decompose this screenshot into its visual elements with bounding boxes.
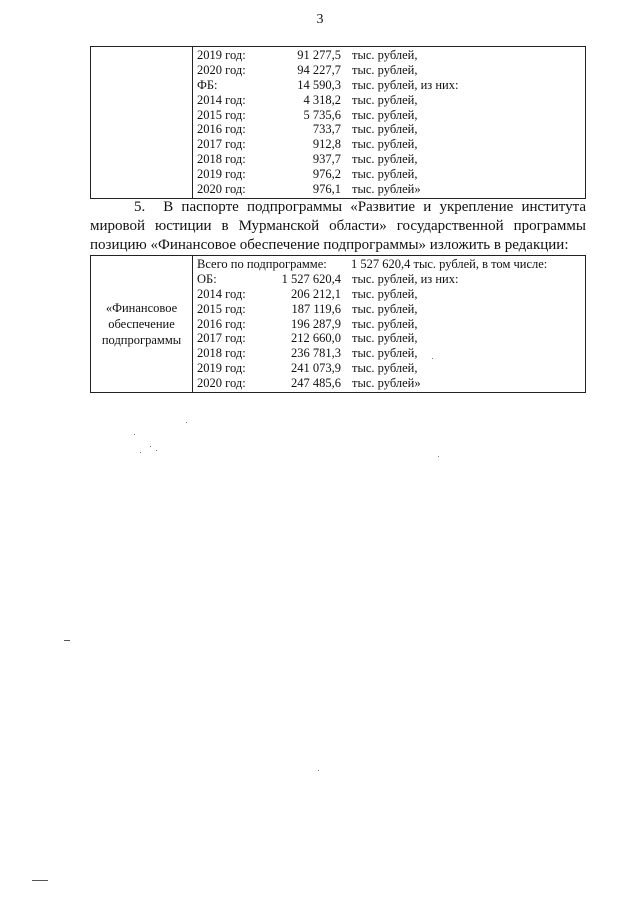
year-label: 2016 год: xyxy=(197,122,246,137)
year-label: ФБ: xyxy=(197,77,218,92)
financing-row xyxy=(197,63,585,78)
financing-label-cell: «Финансовое обеспечение подпрограммы xyxy=(91,256,193,393)
paragraph-text: В паспорте подпрограммы «Развитие и укрепление института мировой юстиции в Мурманской области» государственной программы позицию «Финансовое обеспечение подпрограммы» изложить в редакции: xyxy=(90,199,586,253)
financing-row xyxy=(197,152,585,167)
total-row xyxy=(197,257,585,272)
left-cell-empty xyxy=(91,47,193,199)
financing-row xyxy=(197,376,585,391)
amount-value: 236 781,3 xyxy=(291,346,341,361)
financing-row xyxy=(197,317,585,332)
year-label: 2016 год: xyxy=(197,316,246,331)
financing-row xyxy=(197,93,585,108)
year-label: 2015 год: xyxy=(197,301,246,316)
year-label: 2020 год: xyxy=(197,376,246,391)
amount-value: 4 318,2 xyxy=(303,92,341,107)
unit-text: тыс. рублей, xyxy=(352,286,418,301)
financing-row xyxy=(197,122,585,137)
unit-text: тыс. рублей, xyxy=(352,316,418,331)
unit-text: тыс. рублей, xyxy=(352,137,418,152)
year-label: 2017 год: xyxy=(197,137,246,152)
financing-row xyxy=(197,167,585,182)
subprogram-values-cell xyxy=(193,256,586,393)
financing-row xyxy=(197,137,585,152)
unit-text: тыс. рублей, xyxy=(352,361,418,376)
amount-value: 733,7 xyxy=(312,122,341,137)
financing-row xyxy=(197,361,585,376)
unit-text: тыс. рублей, из них: xyxy=(352,77,459,92)
year-label: 2014 год: xyxy=(197,286,246,301)
year-label: 2019 год: xyxy=(197,361,246,376)
year-label: 2015 год: xyxy=(197,107,246,122)
amount-value: 206 212,1 xyxy=(291,286,341,301)
financing-row xyxy=(197,182,585,197)
unit-text: тыс. рублей, xyxy=(352,122,418,137)
amount-value: 187 119,6 xyxy=(291,301,341,316)
financing-row xyxy=(197,78,585,93)
amount-value: 976,1 xyxy=(312,182,341,197)
subprogram-financing-table xyxy=(90,255,586,393)
amount-value: 5 735,6 xyxy=(303,107,341,122)
year-label: 2018 год: xyxy=(197,346,246,361)
amount-value: 196 287,9 xyxy=(291,316,341,331)
unit-text: тыс. рублей, из них: xyxy=(352,271,459,286)
page-number: 3 xyxy=(316,12,324,27)
year-label: 2018 год: xyxy=(197,152,246,167)
amount-value: 212 660,0 xyxy=(291,331,341,346)
financing-values-cell xyxy=(193,47,586,199)
amount-value: 91 277,5 xyxy=(297,48,341,62)
unit-text: тыс. рублей, xyxy=(352,92,418,107)
year-label: 2017 год: xyxy=(197,331,246,346)
financing-row xyxy=(197,287,585,302)
unit-text: тыс. рублей, xyxy=(352,62,418,77)
amendment-paragraph xyxy=(90,198,586,255)
amount-value: 1 527 620,4 xyxy=(281,271,341,286)
total-value: 1 527 620,4 тыс. рублей, в том числе: xyxy=(351,257,548,271)
financing-row xyxy=(197,302,585,317)
amount-value: 247 485,6 xyxy=(291,376,341,391)
financing-table-continued xyxy=(90,46,586,199)
financing-row xyxy=(197,48,585,63)
year-label: 2019 год: xyxy=(197,167,246,182)
financing-row xyxy=(197,272,585,287)
paragraph-number: 5. xyxy=(134,199,146,215)
amount-value: 912,8 xyxy=(312,137,341,152)
year-label: ОБ: xyxy=(197,271,217,286)
amount-value: 976,2 xyxy=(312,167,341,182)
unit-text: тыс. рублей, xyxy=(352,107,418,122)
unit-text: тыс. рублей, xyxy=(352,48,418,62)
unit-text: тыс. рублей» xyxy=(352,182,421,197)
amount-value: 241 073,9 xyxy=(291,361,341,376)
year-label: 2014 год: xyxy=(197,92,246,107)
amount-value: 937,7 xyxy=(312,152,341,167)
unit-text: тыс. рублей, xyxy=(352,152,418,167)
unit-text: тыс. рублей, xyxy=(352,346,418,361)
unit-text: тыс. рублей, xyxy=(352,301,418,316)
total-label: Всего по подпрограмме: xyxy=(197,257,327,271)
unit-text: тыс. рублей» xyxy=(352,376,421,391)
unit-text: тыс. рублей, xyxy=(352,331,418,346)
financing-row xyxy=(197,346,585,361)
year-label: 2020 год: xyxy=(197,62,246,77)
year-label: 2020 год: xyxy=(197,182,246,197)
year-label: 2019 год: xyxy=(197,48,246,62)
unit-text: тыс. рублей, xyxy=(352,167,418,182)
amount-value: 14 590,3 xyxy=(297,77,341,92)
financing-row xyxy=(197,108,585,123)
amount-value: 94 227,7 xyxy=(297,62,341,77)
financing-row xyxy=(197,331,585,346)
